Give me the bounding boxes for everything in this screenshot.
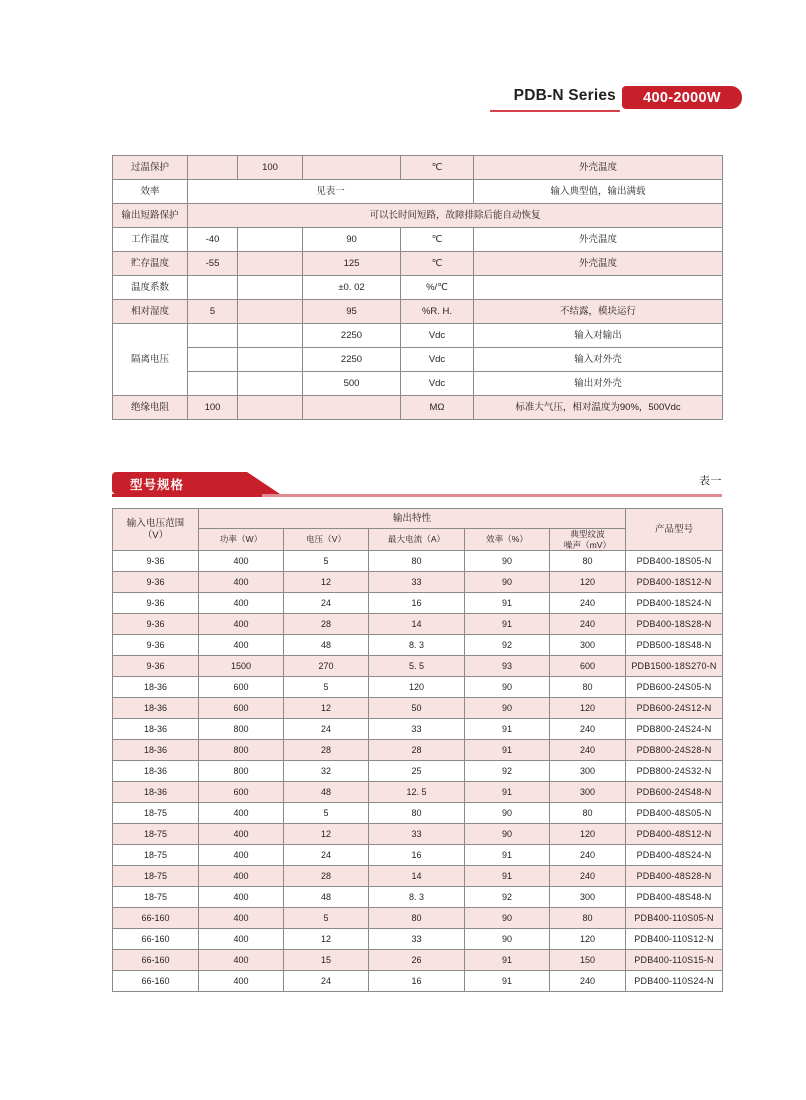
cell-max-current: 14 [369,614,465,635]
table-caption: 表一 [699,475,722,487]
table-row [113,782,723,803]
spec-label: 工作温度 [113,228,188,252]
cell-model: PDB600-24S12-N [626,698,723,719]
cell-max-current: 26 [369,950,465,971]
cell-input-range: 66-160 [113,950,199,971]
cell-voltage: 24 [284,593,369,614]
cell-ripple-noise: 80 [550,677,626,698]
cell-max-current: 80 [369,551,465,572]
cell-voltage: 12 [284,572,369,593]
cell-model: PDB400-18S28-N [626,614,723,635]
cell-model: PDB400-18S12-N [626,572,723,593]
cell-ripple-noise: 240 [550,866,626,887]
table-row [113,761,723,782]
specifications-table [112,155,723,420]
cell-model: PDB400-48S48-N [626,887,723,908]
cell-ripple-noise: 120 [550,929,626,950]
cell-input-range: 18-36 [113,782,199,803]
cell-input-range: 9-36 [113,593,199,614]
cell-power: 400 [199,803,284,824]
cell-ripple-noise: 120 [550,824,626,845]
spec-min [188,348,238,372]
cell-ripple-noise: 300 [550,887,626,908]
cell-max-current: 50 [369,698,465,719]
cell-ripple-noise: 120 [550,572,626,593]
cell-model: PDB400-48S05-N [626,803,723,824]
spec-condition: 外壳温度 [474,156,723,180]
cell-max-current: 33 [369,719,465,740]
section-title: 型号规格 [130,478,185,492]
cell-efficiency: 90 [465,908,550,929]
spec-typ: 100 [238,156,303,180]
spec-label: 绝缘电阻 [113,396,188,420]
cell-power: 1500 [199,656,284,677]
cell-power: 400 [199,866,284,887]
spec-unit: Vdc [401,324,474,348]
spec-condition: 外壳温度 [474,252,723,276]
cell-ripple-noise: 240 [550,845,626,866]
header-rule [490,110,620,112]
col-header-input-range-line1: 输入电压范围 [126,517,185,529]
spec-typ [238,372,303,396]
cell-efficiency: 91 [465,719,550,740]
cell-voltage: 28 [284,740,369,761]
table-row [113,300,723,324]
cell-input-range: 66-160 [113,971,199,992]
cell-ripple-noise: 240 [550,614,626,635]
cell-model: PDB800-24S32-N [626,761,723,782]
cell-voltage: 12 [284,824,369,845]
spec-span-value: 见表一 [188,180,474,204]
spec-label: 过温保护 [113,156,188,180]
table-row [113,572,723,593]
cell-efficiency: 92 [465,635,550,656]
cell-ripple-noise: 240 [550,593,626,614]
table-row [113,156,723,180]
spec-min: 100 [188,396,238,420]
cell-power: 600 [199,698,284,719]
series-title: PDB-N Series [513,87,616,104]
cell-ripple-noise: 240 [550,971,626,992]
cell-model: PDB600-24S05-N [626,677,723,698]
cell-max-current: 120 [369,677,465,698]
cell-efficiency: 91 [465,740,550,761]
col-header-model: 产品型号 [626,509,723,551]
spec-typ [238,228,303,252]
spec-min: -40 [188,228,238,252]
cell-ripple-noise: 150 [550,950,626,971]
spec-typ [238,300,303,324]
cell-input-range: 18-75 [113,887,199,908]
spec-typ [238,396,303,420]
table-row [113,396,723,420]
cell-model: PDB500-18S48-N [626,635,723,656]
table-row [113,204,723,228]
cell-ripple-noise: 80 [550,908,626,929]
cell-model: PDB400-48S12-N [626,824,723,845]
col-header-output-group: 输出特性 [199,509,626,529]
spec-max: ±0. 02 [303,276,401,300]
cell-max-current: 80 [369,803,465,824]
table-row [113,276,723,300]
header-row-group [113,509,723,529]
col-header-max-current: 最大电流（A） [369,529,465,551]
spec-unit: ℃ [401,252,474,276]
spec-condition: 不结露，模块运行 [474,300,723,324]
cell-voltage: 5 [284,908,369,929]
spec-condition: 外壳温度 [474,228,723,252]
cell-max-current: 8. 3 [369,635,465,656]
cell-max-current: 16 [369,593,465,614]
col-header-ripple-line1: 典型纹波 [570,529,605,539]
spec-label: 贮存温度 [113,252,188,276]
cell-voltage: 24 [284,845,369,866]
cell-voltage: 48 [284,782,369,803]
cell-max-current: 28 [369,740,465,761]
cell-input-range: 9-36 [113,572,199,593]
banner-underline-accent [112,494,262,497]
spec-min [188,156,238,180]
spec-condition: 标准大气压，相对温度为90%，500Vdc [474,396,723,420]
model-table-head [113,509,723,551]
cell-ripple-noise: 80 [550,551,626,572]
cell-voltage: 12 [284,698,369,719]
spec-max [303,156,401,180]
cell-efficiency: 90 [465,698,550,719]
table-row [113,180,723,204]
cell-efficiency: 91 [465,845,550,866]
table-row [113,635,723,656]
table-row [113,908,723,929]
cell-efficiency: 91 [465,971,550,992]
cell-power: 400 [199,572,284,593]
spec-min [188,372,238,396]
cell-power: 800 [199,740,284,761]
spec-unit: Vdc [401,372,474,396]
table-row [113,929,723,950]
cell-power: 400 [199,845,284,866]
table-row [113,614,723,635]
cell-power: 400 [199,887,284,908]
cell-max-current: 16 [369,845,465,866]
cell-model: PDB400-110S12-N [626,929,723,950]
cell-efficiency: 91 [465,614,550,635]
spec-min [188,276,238,300]
table-row [113,348,723,372]
spec-unit: %/℃ [401,276,474,300]
spec-typ [238,324,303,348]
cell-max-current: 80 [369,908,465,929]
col-header-input-range-line2: （V） [142,529,169,541]
cell-ripple-noise: 300 [550,635,626,656]
cell-power: 400 [199,551,284,572]
cell-input-range: 18-36 [113,761,199,782]
cell-input-range: 18-75 [113,866,199,887]
cell-input-range: 9-36 [113,551,199,572]
table-row [113,950,723,971]
cell-voltage: 5 [284,551,369,572]
spec-condition: 输入对外壳 [474,348,723,372]
spec-label: 相对湿度 [113,300,188,324]
cell-input-range: 9-36 [113,614,199,635]
cell-ripple-noise: 300 [550,761,626,782]
cell-efficiency: 90 [465,677,550,698]
cell-power: 400 [199,824,284,845]
cell-ripple-noise: 240 [550,740,626,761]
power-range-badge: 400-2000W [622,86,742,109]
cell-efficiency: 91 [465,593,550,614]
cell-efficiency: 93 [465,656,550,677]
spec-max: 90 [303,228,401,252]
table-row [113,677,723,698]
spec-label: 温度系数 [113,276,188,300]
cell-voltage: 28 [284,614,369,635]
spec-condition: 输出对外壳 [474,372,723,396]
spec-max: 2250 [303,324,401,348]
spec-typ [238,348,303,372]
spec-typ [238,252,303,276]
spec-max: 500 [303,372,401,396]
cell-input-range: 18-36 [113,677,199,698]
cell-input-range: 18-36 [113,740,199,761]
col-header-voltage: 电压（V） [284,529,369,551]
table-row [113,656,723,677]
cell-input-range: 18-36 [113,719,199,740]
cell-model: PDB400-110S05-N [626,908,723,929]
spec-unit: MΩ [401,396,474,420]
page-header [0,84,806,118]
cell-input-range: 18-75 [113,845,199,866]
col-header-power: 功率（W） [199,529,284,551]
cell-power: 600 [199,677,284,698]
table-row [113,887,723,908]
spec-label: 效率 [113,180,188,204]
cell-efficiency: 90 [465,551,550,572]
col-header-ripple-line2: 噪声（mV） [563,539,612,550]
cell-power: 400 [199,929,284,950]
table-row [113,228,723,252]
cell-power: 400 [199,635,284,656]
spec-unit: ℃ [401,228,474,252]
spec-max: 95 [303,300,401,324]
spec-min [188,324,238,348]
cell-power: 400 [199,971,284,992]
cell-input-range: 18-75 [113,824,199,845]
cell-model: PDB400-48S28-N [626,866,723,887]
cell-model: PDB800-24S28-N [626,740,723,761]
cell-efficiency: 90 [465,803,550,824]
cell-voltage: 48 [284,635,369,656]
cell-model: PDB1500-18S270-N [626,656,723,677]
spec-max: 125 [303,252,401,276]
spec-unit: Vdc [401,348,474,372]
cell-voltage: 48 [284,887,369,908]
spec-min: 5 [188,300,238,324]
cell-ripple-noise: 120 [550,698,626,719]
cell-max-current: 33 [369,824,465,845]
cell-voltage: 270 [284,656,369,677]
cell-model: PDB400-18S05-N [626,551,723,572]
cell-power: 400 [199,614,284,635]
table-row [113,740,723,761]
table-row [113,593,723,614]
col-header-ripple-noise [550,529,626,551]
cell-voltage: 15 [284,950,369,971]
cell-efficiency: 90 [465,929,550,950]
table-row [113,803,723,824]
table-row [113,698,723,719]
table-row [113,372,723,396]
cell-input-range: 9-36 [113,635,199,656]
spec-typ [238,276,303,300]
col-header-input-range [113,509,199,551]
cell-power: 400 [199,593,284,614]
spec-condition: 输入典型值，输出满载 [474,180,723,204]
model-table-body [113,551,723,992]
cell-efficiency: 90 [465,572,550,593]
cell-power: 800 [199,719,284,740]
cell-efficiency: 91 [465,866,550,887]
spec-max: 2250 [303,348,401,372]
cell-ripple-noise: 300 [550,782,626,803]
table-row [113,719,723,740]
cell-max-current: 14 [369,866,465,887]
table-row [113,824,723,845]
table-row [113,845,723,866]
cell-power: 400 [199,950,284,971]
cell-input-range: 18-36 [113,698,199,719]
cell-power: 600 [199,782,284,803]
cell-power: 400 [199,908,284,929]
section-banner [112,472,722,498]
spec-label: 输出短路保护 [113,204,188,228]
cell-voltage: 5 [284,677,369,698]
spec-unit: ℃ [401,156,474,180]
cell-power: 800 [199,761,284,782]
spec-unit: %R. H. [401,300,474,324]
cell-efficiency: 91 [465,950,550,971]
cell-voltage: 12 [284,929,369,950]
spec-label: 隔离电压 [113,324,188,396]
cell-max-current: 5. 5 [369,656,465,677]
col-header-efficiency: 效率（%） [465,529,550,551]
cell-efficiency: 92 [465,761,550,782]
cell-input-range: 66-160 [113,908,199,929]
table-row [113,324,723,348]
spec-full-span-value: 可以长时间短路，故障排除后能自动恢复 [188,204,723,228]
cell-model: PDB800-24S24-N [626,719,723,740]
cell-max-current: 33 [369,572,465,593]
cell-max-current: 33 [369,929,465,950]
spec-min: -55 [188,252,238,276]
cell-max-current: 25 [369,761,465,782]
spec-condition [474,276,723,300]
cell-ripple-noise: 600 [550,656,626,677]
cell-efficiency: 90 [465,824,550,845]
cell-model: PDB400-48S24-N [626,845,723,866]
cell-max-current: 8. 3 [369,887,465,908]
spec-condition: 输入对输出 [474,324,723,348]
table-row [113,252,723,276]
specifications-table-body [113,156,723,420]
spec-max [303,396,401,420]
cell-model: PDB600-24S48-N [626,782,723,803]
cell-model: PDB400-110S15-N [626,950,723,971]
cell-input-range: 18-75 [113,803,199,824]
cell-max-current: 12. 5 [369,782,465,803]
cell-model: PDB400-110S24-N [626,971,723,992]
cell-voltage: 5 [284,803,369,824]
cell-ripple-noise: 240 [550,719,626,740]
cell-input-range: 9-36 [113,656,199,677]
cell-ripple-noise: 80 [550,803,626,824]
cell-voltage: 24 [284,971,369,992]
cell-voltage: 24 [284,719,369,740]
table-row [113,551,723,572]
cell-input-range: 66-160 [113,929,199,950]
model-specifications-table [112,508,723,992]
cell-voltage: 28 [284,866,369,887]
cell-max-current: 16 [369,971,465,992]
table-row [113,866,723,887]
cell-efficiency: 92 [465,887,550,908]
cell-voltage: 32 [284,761,369,782]
cell-efficiency: 91 [465,782,550,803]
cell-model: PDB400-18S24-N [626,593,723,614]
table-row [113,971,723,992]
